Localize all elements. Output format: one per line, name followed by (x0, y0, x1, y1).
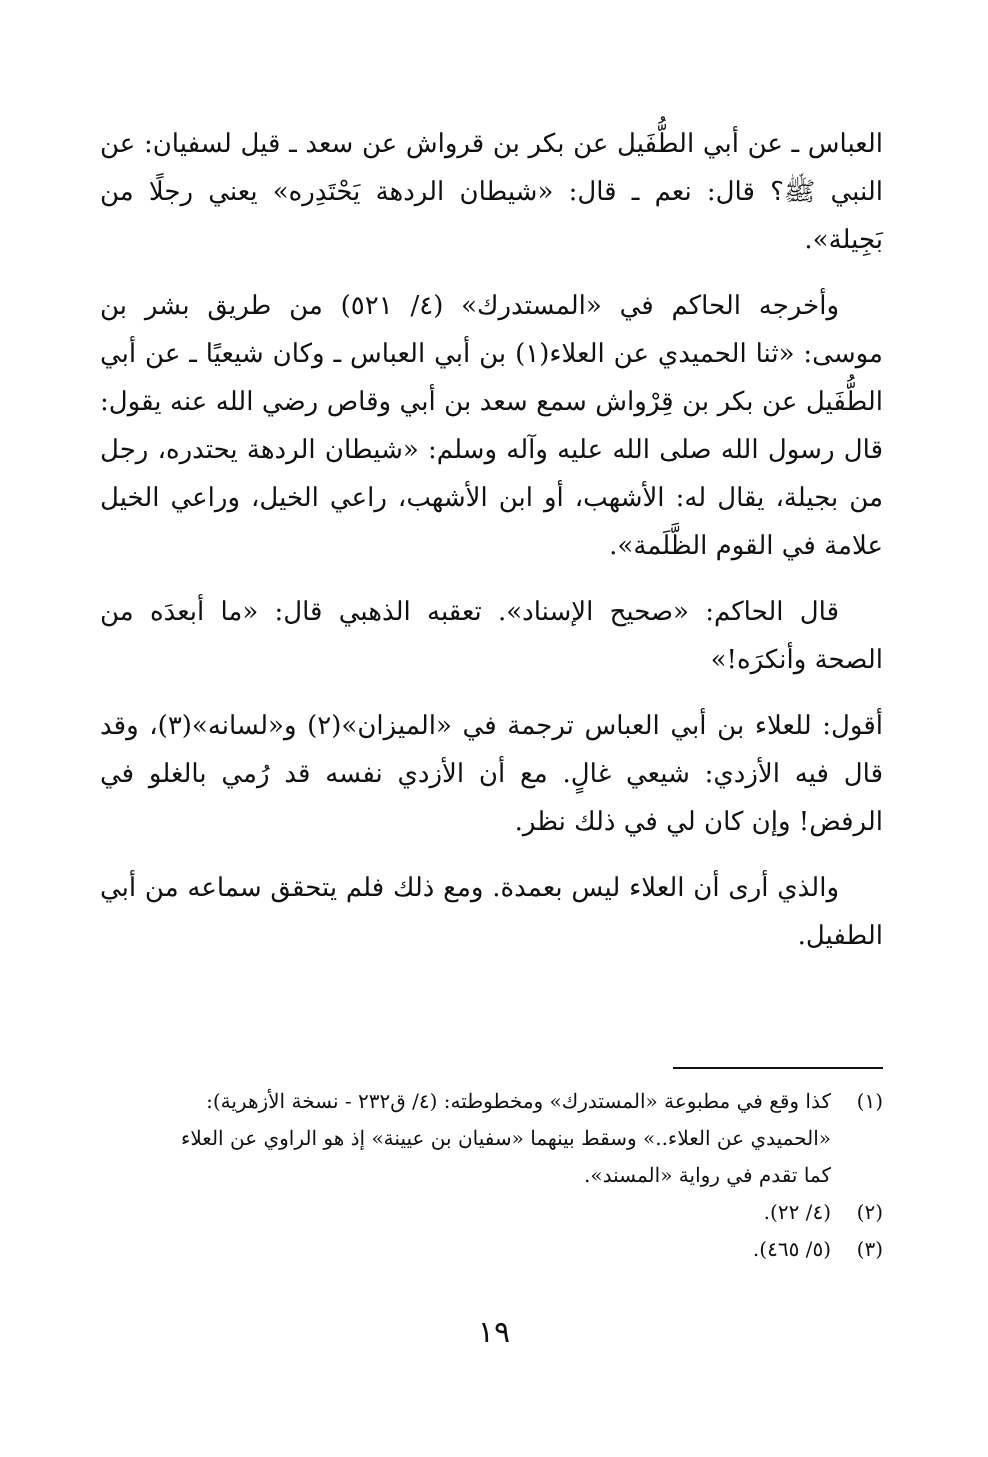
footnote-separator (673, 1067, 883, 1069)
footnote-3 (100, 1231, 883, 1268)
footnote-1-number: (١) (856, 1089, 883, 1113)
footnote-2 (100, 1194, 883, 1231)
footnote-1-line-1 (100, 1083, 883, 1120)
footnote-2-text: (٤/ ٢٢). (763, 1200, 831, 1224)
page-number: ١٩ (477, 1315, 511, 1350)
footnote-1-line-2: «الحميدي عن العلاء..» وسقط بينهما «سفيان بن عيينة» إذ هو الراوي عن العلاء (180, 1126, 831, 1150)
page-body (100, 120, 883, 978)
footnote-3-text: (٥/ ٤٦٥). (752, 1237, 831, 1261)
paragraph-4: أقول: للعلاء بن أبي العباس ترجمة في «الميزان»(٢) و«لسانه»(٣)، وقد قال فيه الأزدي: شيعي غالٍ. مع أن الأزدي نفسه قد رُمي بالغلو في الرفض! وإن كان لي في ذلك نظر. (100, 711, 883, 837)
footnote-1-text: كذا وقع في مطبوعة «المستدرك» ومخطوطته: (٤/ ق٢٣٢ - نسخة الأزهرية): (206, 1089, 831, 1113)
paragraph-1: العباس ـ عن أبي الطُّفَيل عن بكر بن قرواش عن سعد ـ قيل لسفيان: عن النبي ﷺ؟ قال: نعم ـ قال: «شيطان الردهة يَحْتَدِره» يعني رجلًا من بَجِيلة». (100, 129, 883, 255)
footnote-1-line-3: كما تقدم في رواية «المسند». (584, 1163, 831, 1187)
footnote-3-number: (٣) (856, 1237, 883, 1261)
paragraph-5: والذي أرى أن العلاء ليس بعمدة. ومع ذلك فلم يتحقق سماعه من أبي الطفيل. (100, 873, 883, 951)
paragraph-2: وأخرجه الحاكم في «المستدرك» (٤/ ٥٢١) من طريق بشر بن موسى: «ثنا الحميدي عن العلاء(١) بن أبي العباس ـ وكان شيعيًا ـ عن أبي الطُّفَيل عن بكر بن قِرْواش سمع سعد بن أبي وقاص رضي الله عنه يقول: قال رسول الله صلى الله عليه وآله وسلم: «شيطان الردهة يحتدره، رجل من بجيلة، يقال له: الأشهب، أو ابن الأشهب، راعي الخيل، وراعي الخيل علامة في القوم الظَّلَمة». (100, 291, 883, 561)
footnote-2-number: (٢) (856, 1200, 883, 1224)
footnotes (100, 1083, 883, 1268)
paragraph-3: قال الحاكم: «صحيح الإسناد». تعقبه الذهبي قال: «ما أبعدَه من الصحة وأنكرَه!» (100, 597, 883, 675)
